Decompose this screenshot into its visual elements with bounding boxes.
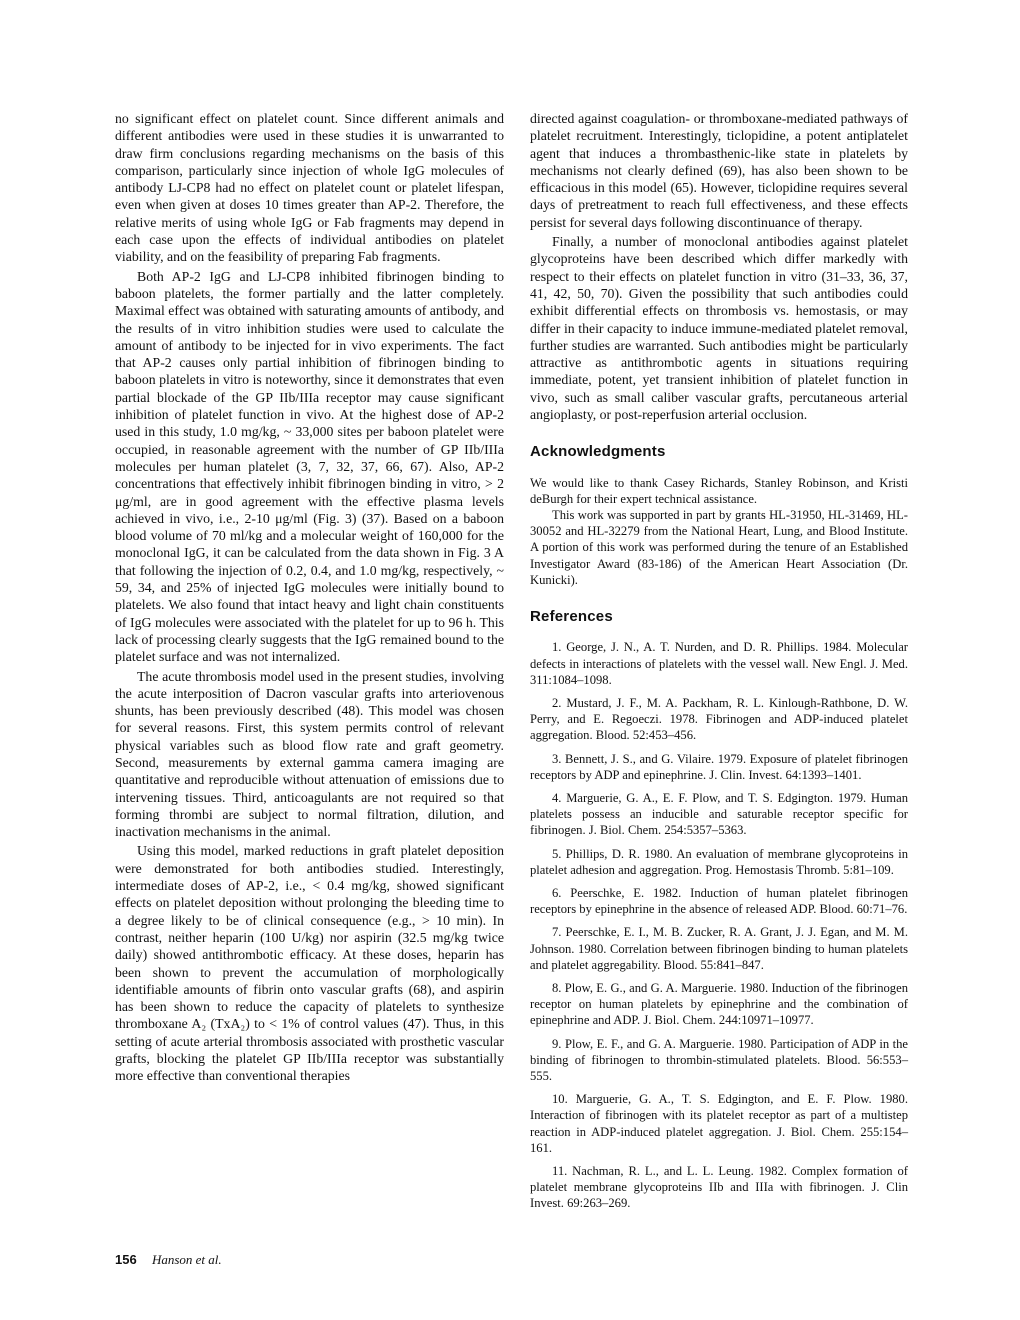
body-paragraph: no significant effect on platelet count. Since different animals and different antibodies were used in these studies it is unwarranted to draw firm conclusions regarding mechanisms on the basis of this comparison, particularly since injection of whole IgG molecules of antibody LJ-CP8 had no effect on platelet count or platelet lifespan, even when given at doses 10 times greater than AP-2. Therefore, the relative merits of using whole IgG or Fab fragments may depend in each case upon the effects of individual antibodies on platelet viability, and on the feasibility of preparing Fab fragments. bbox=[115, 111, 504, 265]
page-number: 156 bbox=[115, 1252, 137, 1267]
references-heading: References bbox=[530, 608, 613, 626]
body-paragraph: The acute thrombosis model used in the present studies, involving the acute interposition of Dacron vascular grafts into arteriovenous shunts, has been previously described (48). This model was chosen for several reasons. First, this system permits control of relevant physical variables such as blood flow rate and graft geometry. Second, measurements by external gamma camera imaging are quantitative and reproducible without attenuation of emissions due to intervening tissues. Third, anticoagulants are not required so that forming thrombi are subject to normal filtration, dilution, and inactivation mechanisms in the animal. bbox=[115, 668, 504, 840]
reference-item: 2. Mustard, J. F., M. A. Packham, R. L. Kinlough-Rathbone, D. W. Perry, and E. Regoeczi. 1978. Fibrinogen and ADP-induced platelet aggregation. Blood. 52:453–456. bbox=[530, 695, 908, 743]
reference-item: 6. Peerschke, E. 1982. Induction of human platelet fibrinogen receptors by epinephrine in the absence of released ADP. Blood. 60:71–76. bbox=[530, 886, 908, 917]
reference-item: 7. Peerschke, E. I., M. B. Zucker, R. A. Grant, J. J. Egan, and M. M. Johnson. 1980. Correlation between fibrinogen binding to human platelets and platelet aggregability. Blood. 55:841–847. bbox=[530, 925, 908, 972]
reference-item: 4. Marguerie, G. A., E. F. Plow, and T. S. Edgington. 1979. Human platelets possess an inducible and saturable receptor specific for fibrinogen. J. Biol. Chem. 254:5357–5363. bbox=[530, 790, 908, 838]
references-list bbox=[530, 639, 908, 1211]
reference-item: 9. Plow, E. F., and G. A. Marguerie. 1980. Participation of ADP in the binding of fibrinogen to thrombin-stimulated platelets. Blood. 56:553–555. bbox=[530, 1036, 908, 1084]
acknowledgments-paragraph: This work was supported in part by grants HL-31950, HL-31469, HL-30052 and HL-32279 from the National Heart, Lung, and Blood Institute. A portion of this work was performed during the tenure of an Established Investigator Award (83-186) of the American Heart Association (Dr. Kunicki). bbox=[530, 508, 908, 587]
body-paragraph: Using this model, marked reductions in graft platelet deposition were demonstrated for both antibodies studied. Interestingly, intermediate doses of AP-2, i.e., < 0.4 mg/kg, showed significant effects on platelet deposition without prolonging the bleeding time to a degree likely to be of clinical consequence (e.g., > 10 min). In contrast, neither heparin (100 U/kg) nor aspirin (32.5 mg/kg twice daily) showed antithrombotic efficacy. At these doses, heparin has been shown to prevent the accumulation of morphologically identifiable amounts of fibrin onto vascular grafts (68), and aspirin has been shown to reduce the capacity of platelets to synthesize thromboxane A₂ (TxA₂) to < 1% of control values (47). Thus, in this setting of acute arterial thrombosis associated with prosthetic vascular grafts, blocking the platelet GP IIb/IIIa receptor was substantially more effective than conventional therapies bbox=[115, 843, 504, 1084]
reference-item: 11. Nachman, R. L., and L. L. Leung. 1982. Complex formation of platelet membrane glycoproteins IIb and IIIa with fibrinogen. J. Clin Invest. 69:263–269. bbox=[530, 1164, 908, 1211]
acknowledgments-section bbox=[530, 475, 908, 588]
reference-item: 10. Marguerie, G. A., T. S. Edgington, and E. F. Plow. 1980. Interaction of fibrinogen with its platelet receptor as part of a multistep reaction in ADP-induced platelet aggregation. J. Biol. Chem. 255:154–161. bbox=[530, 1092, 908, 1155]
reference-item: 3. Bennett, J. S., and G. Vilaire. 1979. Exposure of platelet fibrinogen receptors by ADP and epinephrine. J. Clin. Invest. 64:1393–1401. bbox=[530, 751, 908, 782]
page-footer bbox=[115, 1252, 222, 1268]
reference-item: 5. Phillips, D. R. 1980. An evaluation of membrane glycoproteins in platelet adhesion and aggregation. Prog. Hemostasis Thromb. 5:81–109. bbox=[530, 846, 908, 877]
acknowledgments-paragraph: We would like to thank Casey Richards, Stanley Robinson, and Kristi deBurgh for their expert technical assistance. bbox=[530, 475, 908, 506]
body-paragraph: directed against coagulation- or thromboxane-mediated pathways of platelet recruitment. Interestingly, ticlopidine, a potent antiplatelet agent that induces a thrombasthenic-like state in platelets by mechanisms not clearly defined (69), has also been shown to be efficacious in this model (65). However, ticlopidine requires several days of pretreatment to reach full effectiveness, and these effects persist for several days following discontinuance of therapy. bbox=[530, 111, 908, 230]
reference-item: 8. Plow, E. G., and G. A. Marguerie. 1980. Induction of the fibrinogen receptor on human platelets by epinephrine and the combination of epinephrine and ADP. J. Biol. Chem. 244:10971–10977. bbox=[530, 981, 908, 1028]
reference-item: 1. George, J. N., A. T. Nurden, and D. R. Phillips. 1984. Molecular defects in interactions of platelets with the vessel wall. New Engl. J. Med. 311:1084–1098. bbox=[530, 640, 908, 687]
body-paragraph: Finally, a number of monoclonal antibodies against platelet glycoproteins have been described which differ markedly with respect to their effects on platelet function in vitro (31–33, 36, 37, 41, 42, 50, 70). Given the possibility that such antibodies could exhibit differential effects on thrombosis vs. hemostasis, or may differ in their capacity to induce immune-mediated platelet removal, further studies are warranted. Such antibodies might be particularly attractive as antithrombotic agents in situations requiring immediate, potent, yet transient inhibition of platelet function in vivo, such as small caliber vascular grafts, percutaneous arterial angioplasty, or post-reperfusion arterial occlusion. bbox=[530, 234, 908, 423]
right-column bbox=[530, 110, 908, 1219]
acknowledgments-heading: Acknowledgments bbox=[530, 443, 666, 461]
body-paragraph: Both AP-2 IgG and LJ-CP8 inhibited fibrinogen binding to baboon platelets, the former partially and the latter completely. Maximal effect was obtained with saturating amounts of antibody, and the results of in vitro inhibition studies were used to calculate the amount of antibody to be injected for in vivo experiments. The fact that AP-2 causes only partial inhibition of fibrinogen binding to baboon platelets in vitro is noteworthy, since it demonstrates that even partial blockade of the GP IIb/IIIa receptor may cause significant inhibition of platelet function in vivo. At the highest dose of AP-2 used in this study, 1.0 mg/kg, ~ 33,000 sites per baboon platelet were occupied, in reasonable agreement with the number of GP IIb/IIIa molecules per human platelet (3, 7, 32, 37, 66, 67). Also, AP-2 concentrations that effectively inhibit fibrinogen binding in vitro, > 2 μg/ml, are in good agreement with the effective plasma levels achieved in vivo, i.e., 2-10 μg/ml (Fig. 3) (37). Based on a baboon blood volume of 70 ml/kg and a molecular weight of 160,000 for the monoclonal IgG, it can be calculated from the data shown in Fig. 3 A that following the injection of 0.2, 0.4, and 1.0 mg/kg, respectively, ~ 59, 34, and 25% of injected IgG molecules were initially bound to platelets. We also found that intact heavy and light chain constituents of IgG molecules were associated with the platelet for up to 96 h. This lack of processing clearly suggests that the IgG remained bound to the platelet surface and was not internalized. bbox=[115, 268, 504, 665]
running-author: Hanson et al. bbox=[151, 1252, 222, 1267]
left-column bbox=[115, 110, 504, 1085]
